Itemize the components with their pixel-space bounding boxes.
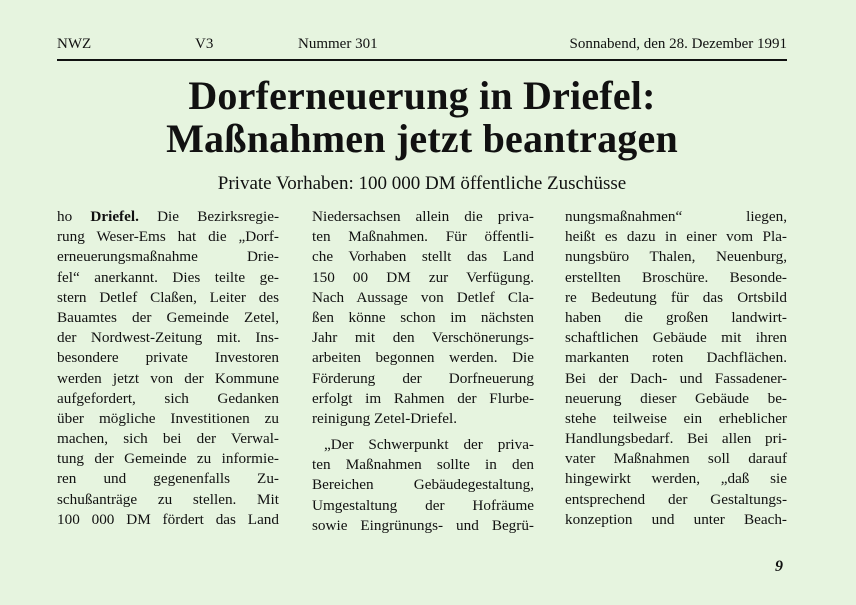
column-line: Umgestaltung der Hofräume [312, 496, 534, 514]
column-line: schußanträge zu stellen. Mit [57, 490, 279, 508]
column-line: konzeption und unter Beach- [565, 510, 787, 528]
column-line: che Vorhaben stellt das Land [312, 248, 534, 266]
column-3-lines [565, 207, 787, 530]
masthead-rule [57, 59, 787, 61]
column-line [57, 207, 279, 227]
column-line: markanten roten Dachflächen. [565, 349, 787, 367]
column-line: Bereichen Gebäudegestaltung, [312, 476, 534, 494]
column-line: Nach Aussage von Detlef Cla- [312, 288, 534, 306]
column-line: rung Weser-Ems hat die „Dorf- [57, 228, 279, 246]
column-line: machen, sich bei der Verwal- [57, 430, 279, 448]
masthead [57, 36, 787, 58]
column-line: schaftlichen Gebäude mit ihren [565, 329, 787, 347]
headline-line-2: Maßnahmen jetzt beantragen [166, 116, 678, 161]
column-line: besondere private Investoren [57, 349, 279, 367]
column-line: 150 00 DM zur Verfügung. [312, 268, 534, 286]
dateline: Driefel. [90, 208, 139, 225]
column-line: hingewirkt werden, „daß sie [565, 470, 787, 488]
issue-date: Sonnabend, den 28. Dezember 1991 [569, 36, 787, 52]
column-line-text: Die Bezirksregie- [157, 208, 280, 225]
column-2-paragraph-2 [312, 435, 534, 536]
column-line: Niedersachsen allein die priva- [312, 208, 534, 225]
column-line: aufgefordert, sich Gedanken [57, 389, 279, 407]
column-2-paragraph-1 [312, 207, 534, 429]
column-line: tung der Gemeinde zu informie- [57, 450, 279, 468]
newspaper-name: NWZ [57, 36, 92, 52]
column-line: ren und gegenenfalls Zu- [57, 470, 279, 488]
article-column-2 [312, 207, 534, 536]
column-line: 100 000 DM fördert das Land [57, 510, 279, 528]
column-line: vater Maßnahmen soll darauf [565, 450, 787, 468]
column-line: werden jetzt von der Kommune [57, 369, 279, 387]
column-line: erneuerungsmaßnahme Drie- [57, 248, 279, 266]
column-line: re Bedeutung für das Ortsbild [565, 288, 787, 306]
headline [57, 74, 787, 160]
column-line: Förderung der Dorfneuerung [312, 369, 534, 387]
column-line: Bauamtes der Gemeinde Zetel, [57, 308, 279, 326]
column-line: erfolgt im Rahmen der Flurbe- [312, 389, 534, 407]
headline-line-1: Dorferneuerung in Driefel: [188, 73, 656, 118]
column-line: heißt es dazu in einer vom Pla- [565, 228, 787, 246]
column-line: der Nordwest-Zeitung mit. Ins- [57, 329, 279, 347]
column-line: ten Maßnahmen. Für öffentli- [312, 228, 534, 246]
column-line: haben die großen landwirt- [565, 308, 787, 326]
page-number: 9 [775, 558, 783, 575]
column-line: entsprechend der Gestaltungs- [565, 490, 787, 508]
article-column-3 [565, 207, 787, 530]
column-line: fel“ anerkannt. Dies teilte ge- [57, 268, 279, 286]
subheadline: Private Vorhaben: 100 000 DM öffentliche Zuschüsse [217, 173, 627, 194]
column-line: Bei der Dach- und Fassadener- [565, 369, 787, 387]
issue-number: Nummer 301 [298, 36, 378, 52]
column-line: über mögliche Investitionen zu [57, 409, 279, 427]
column-line: arbeiten begonnen werden. Die [312, 349, 534, 367]
column-line: Jahr mit den Verschönerungs- [312, 329, 534, 347]
column-line: erstellten Broschüre. Besonde- [565, 268, 787, 286]
column-line: nungsmaßnahmen“ liegen, [565, 208, 787, 225]
author-initials: ho [57, 208, 73, 225]
column-line: sowie Eingrünungs- und Begrü- [312, 516, 534, 534]
edition-label: V3 [195, 36, 214, 52]
column-line: Handlungsbedarf. Bei allen pri- [565, 430, 787, 448]
column-line: stern Detlef Claßen, Leiter des [57, 288, 279, 306]
column-line: reinigung Zetel-Driefel. [312, 409, 458, 427]
article-column-1 [57, 207, 279, 530]
column-line: ten Maßnahmen sollte in den [312, 456, 534, 474]
column-line: nungsbüro Thalen, Neuenburg, [565, 248, 787, 266]
column-line: ßen könne schon im nächsten [312, 308, 534, 326]
column-line: stehe teilweise ein erheblicher [565, 409, 787, 427]
column-line: „Der Schwerpunkt der priva- [324, 436, 534, 454]
column-1-lines [57, 227, 279, 530]
column-line: neuerung dieser Gebäude be- [565, 389, 787, 407]
